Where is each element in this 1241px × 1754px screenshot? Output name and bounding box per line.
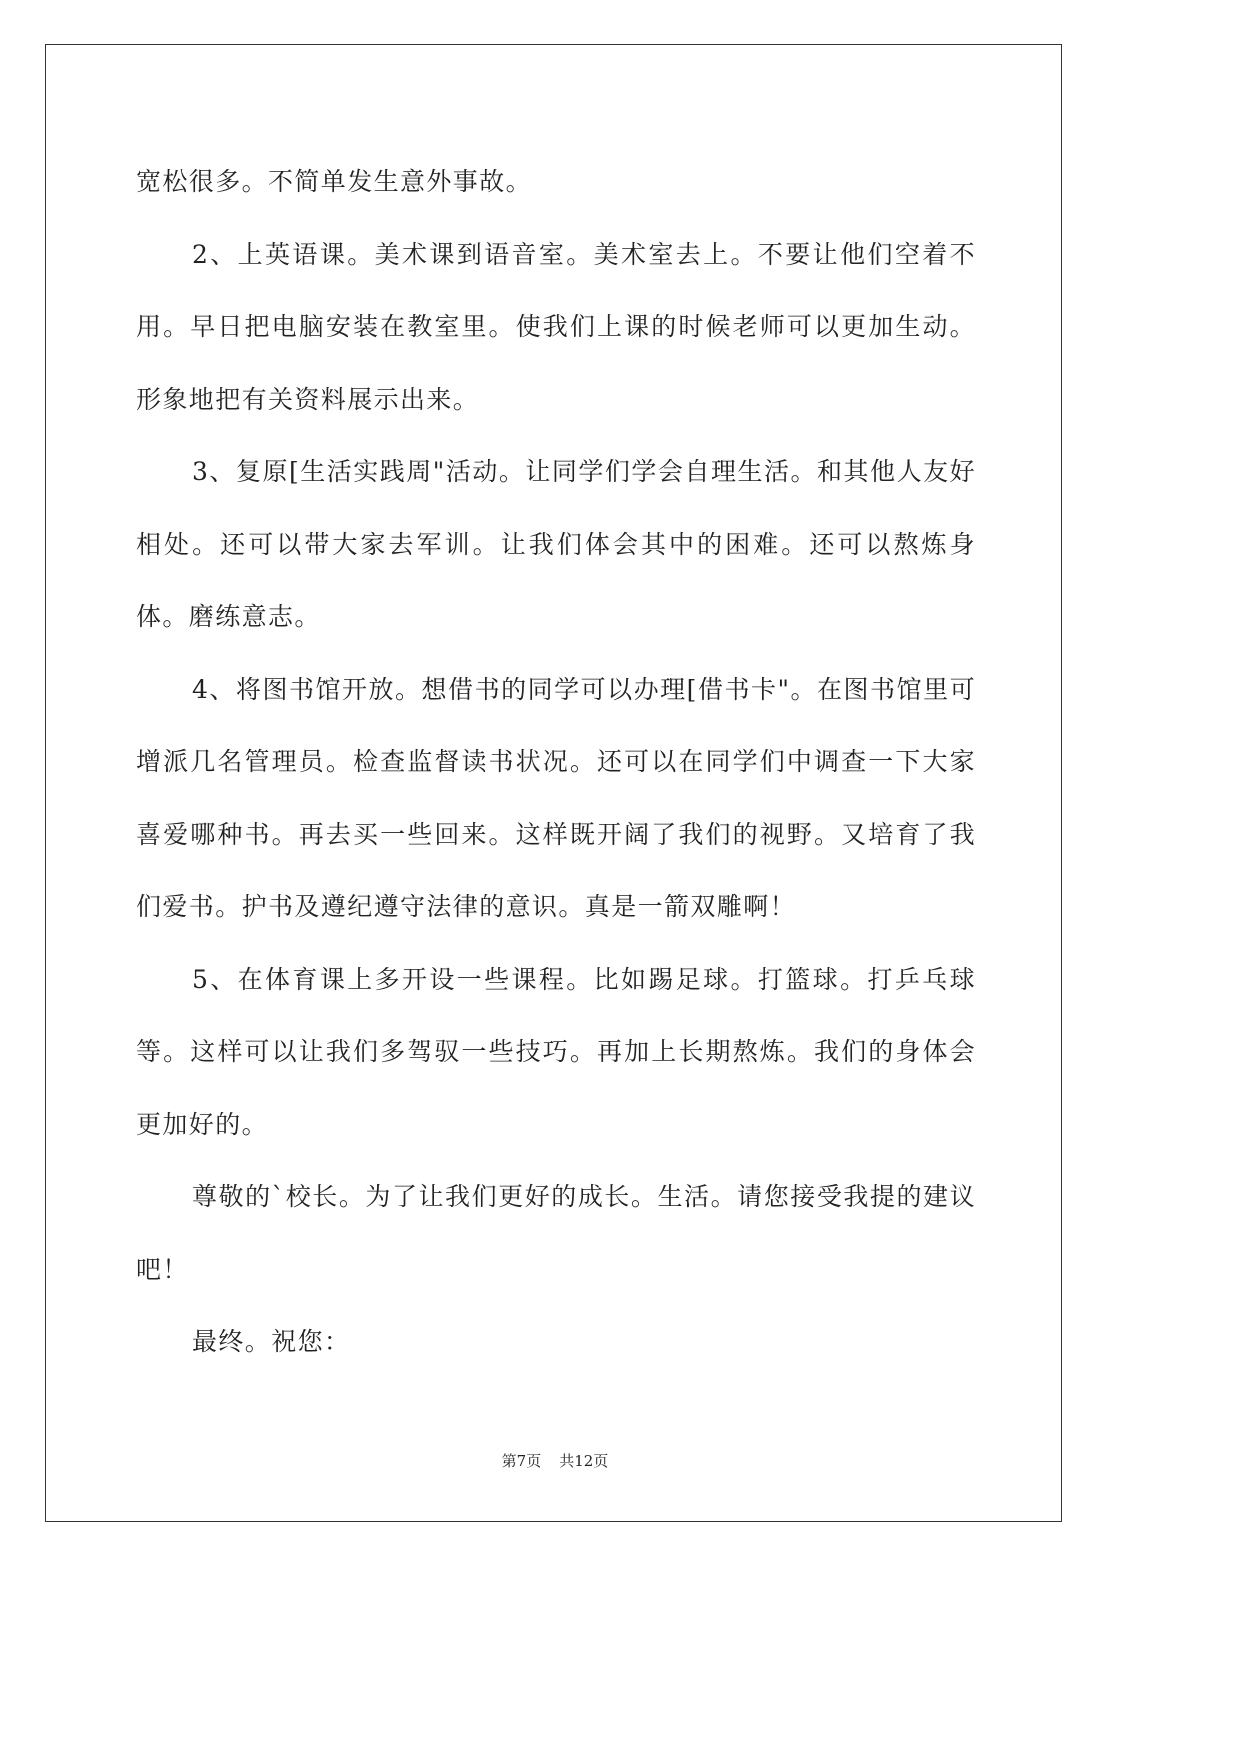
page-total: 共12页 [559, 1452, 609, 1470]
document-body [136, 146, 976, 1379]
paragraph-2: 2、上英语课。美术课到语音室。美术室去上。不要让他们空着不用。早日把电脑安装在教室里。使我们上课的时候老师可以更加生动。形象地把有关资料展示出来。 [136, 239, 976, 414]
paragraph-6: 尊敬的`校长。为了让我们更好的成长。生活。请您接受我提的建议吧！ [136, 1182, 976, 1284]
paragraph-5: 5、在体育课上多开设一些课程。比如踢足球。打篮球。打乒乓球等。这样可以让我们多驾驭一些技巧。再加上长期熬炼。我们的身体会更加好的。 [136, 964, 976, 1139]
page-number: 第7页 [501, 1452, 542, 1470]
page-footer [0, 1450, 1110, 1471]
paragraph-7: 最终。祝您： [192, 1327, 351, 1356]
paragraph-3: 3、复原[生活实践周"活动。让同学们学会自理生活。和其他人友好相处。还可以带大家去军训。让我们体会其中的困难。还可以熬炼身体。磨练意志。 [136, 457, 976, 631]
paragraph-4: 4、将图书馆开放。想借书的同学可以办理[借书卡"。在图书馆里可增派几名管理员。检查监督读书状况。还可以在同学们中调查一下大家喜爱哪种书。再去买一些回来。这样既开阔了我们的视野。又培育了我们爱书。护书及遵纪遵守法律的意识。真是一箭双雕啊！ [136, 674, 976, 921]
paragraph-1: 宽松很多。不简单发生意外事故。 [136, 167, 533, 196]
